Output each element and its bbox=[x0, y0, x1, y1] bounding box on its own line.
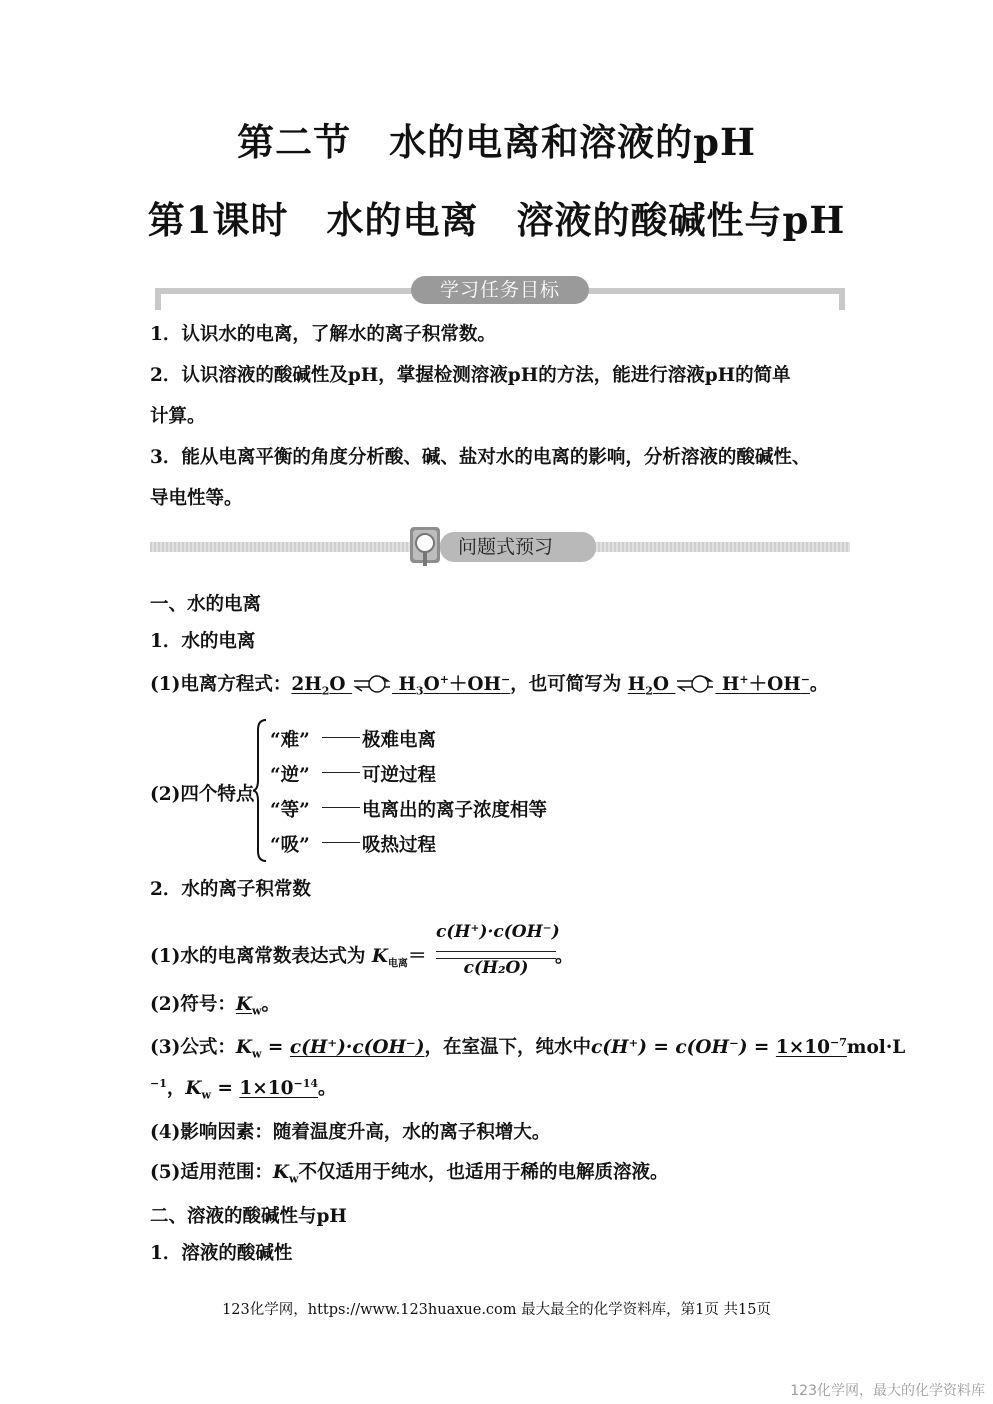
part1-heading: 一、水的电离 bbox=[150, 594, 262, 615]
objectives-banner-label: 学习任务目标 bbox=[411, 276, 589, 304]
kw-formula-line-2: $^{-1}$，$K_w = 1\times 10^{-14}$。 bbox=[150, 1076, 337, 1102]
equation-short: $H_2O$ H+＋OH− bbox=[627, 672, 810, 698]
feature-key: “吸” bbox=[270, 835, 310, 856]
feature-connector bbox=[322, 772, 360, 773]
part1-sub2: 2．水的离子积常数 bbox=[150, 879, 311, 900]
objectives-banner bbox=[155, 276, 845, 310]
feature-connector bbox=[322, 737, 360, 738]
objective-line: 1．认识水的电离，了解水的离子积常数。 bbox=[150, 324, 496, 345]
preview-banner bbox=[150, 526, 850, 572]
page-footer: 123化学网，https://www.123huaxue.com 最大最全的化学资料库，第1页 共15页 bbox=[222, 1302, 771, 1318]
feature-key: “难” bbox=[270, 730, 310, 751]
kw-symbol-line: (2)符号：$K_w$。 bbox=[150, 994, 280, 1018]
feature-key: “等” bbox=[270, 800, 310, 821]
equilibrium-arrows-icon bbox=[352, 675, 392, 693]
feature-desc: 极难电离 bbox=[362, 730, 437, 751]
preview-banner-label: 问题式预习 bbox=[440, 532, 596, 562]
watermark: 123化学网，最大的化学资料库 bbox=[790, 1383, 985, 1399]
kw-formula-line: (3)公式：$K_w = c(H^+)\cdot c(OH^-)$，在室温下，纯水中$c(H^+) = c(OH^-) = 1\times 10^{-7}mol\cdot L$ bbox=[150, 1035, 906, 1061]
scope-line: (5)适用范围：$K_w$不仅适用于纯水，也适用于稀的电解质溶液。 bbox=[150, 1162, 669, 1186]
feature-desc: 电离出的离子浓度相等 bbox=[362, 800, 548, 821]
magnifier-icon bbox=[408, 526, 442, 566]
ionization-equation: (1)电离方程式：$2H_2O$ $H_3O^++OH^-$，也可简写为 $H_2O$ H+＋OH−。 bbox=[150, 672, 829, 698]
part1-sub1: 1．水的电离 bbox=[150, 631, 256, 652]
feature-desc: 吸热过程 bbox=[362, 835, 437, 856]
feature-connector bbox=[322, 807, 360, 808]
feature-connector bbox=[322, 842, 360, 843]
section-title: 第二节 水的电离和溶液的pH bbox=[237, 120, 756, 164]
objective-line: 3．能从电离平衡的角度分析酸、碱、盐对水的电离的影响，分析溶液的酸碱性、 bbox=[150, 447, 811, 468]
feature-key: “逆” bbox=[270, 765, 310, 786]
k-denominator: c(H₂O) bbox=[463, 958, 529, 978]
lesson-title: 第1课时 水的电离 溶液的酸碱性与pH bbox=[147, 198, 846, 242]
objective-line: 2．认识溶液的酸碱性及pH，掌握检测溶液pH的方法，能进行溶液pH的简单 bbox=[150, 365, 791, 386]
k-numerator: c(H⁺)·c(OH⁻) bbox=[436, 922, 560, 942]
k-end: 。 bbox=[555, 946, 574, 967]
part2-heading: 二、溶液的酸碱性与pH bbox=[150, 1206, 347, 1227]
features-label: (2)四个特点 bbox=[150, 784, 255, 805]
k-expression: (1)水的电离常数表达式为 $K_{电离}=$ bbox=[150, 946, 427, 970]
objective-line: 计算。 bbox=[150, 406, 206, 427]
part2-sub1: 1．溶液的酸碱性 bbox=[150, 1243, 293, 1264]
fraction-bar bbox=[436, 951, 556, 952]
influence-factor: (4)影响因素：随着温度升高，水的离子积增大。 bbox=[150, 1122, 551, 1143]
feature-desc: 可逆过程 bbox=[362, 765, 437, 786]
objective-line: 导电性等。 bbox=[150, 488, 243, 509]
left-brace-icon bbox=[252, 718, 268, 863]
equilibrium-arrows-icon bbox=[675, 675, 715, 693]
equation-full: $2H_2O$ $H_3O^++OH^-$ bbox=[291, 672, 511, 698]
